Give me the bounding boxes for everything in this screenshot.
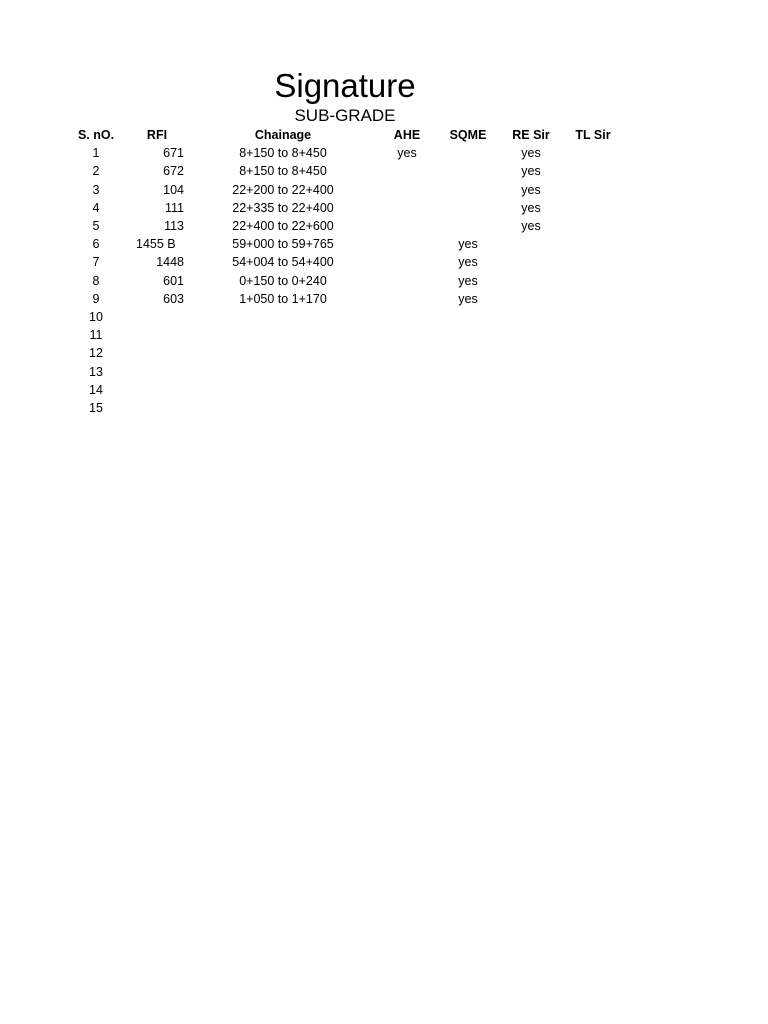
cell-tl-sir (562, 308, 624, 326)
cell-chainage (188, 326, 378, 344)
column-header-sno: S. nO. (77, 128, 115, 142)
cell-tl-sir (562, 363, 624, 381)
cell-sno: 4 (92, 200, 100, 215)
cell-sno: 1 (92, 146, 100, 161)
cell-chainage: 0+150 to 0+240 (239, 273, 327, 288)
cell-chainage: 54+004 to 54+400 (232, 255, 334, 270)
cell-rfi (126, 326, 188, 344)
cell-sqme: yes (458, 255, 478, 270)
cell-re-sir (500, 363, 562, 381)
cell-chainage: 59+000 to 59+765 (232, 237, 334, 252)
cell-sno: 7 (92, 255, 100, 270)
column-header-rfi: RFI (146, 128, 168, 142)
table-row (66, 217, 624, 235)
table-row (66, 344, 624, 362)
cell-rfi: 603 (163, 291, 184, 306)
cell-rfi: 1448 (156, 255, 184, 270)
cell-sqme (436, 399, 500, 417)
table-row (66, 326, 624, 344)
cell-sno: 10 (89, 310, 103, 325)
cell-sno: 14 (89, 382, 103, 397)
cell-tl-sir (562, 217, 624, 235)
cell-ahe (378, 162, 436, 180)
cell-chainage: 22+335 to 22+400 (232, 200, 334, 215)
cell-rfi (126, 381, 188, 399)
table-row (66, 199, 624, 217)
cell-sno: 15 (89, 401, 103, 416)
table-row (66, 363, 624, 381)
cell-sqme (436, 344, 500, 362)
cell-ahe (378, 344, 436, 362)
table-row (66, 399, 624, 417)
cell-tl-sir (562, 253, 624, 271)
cell-rfi: 671 (163, 146, 184, 161)
cell-sqme (436, 162, 500, 180)
cell-sno: 6 (92, 237, 100, 252)
cell-rfi (126, 399, 188, 417)
cell-chainage: 22+400 to 22+600 (232, 219, 334, 234)
cell-re-sir (500, 308, 562, 326)
cell-ahe (378, 235, 436, 253)
signature-table (66, 126, 624, 417)
cell-rfi (126, 308, 188, 326)
cell-tl-sir (562, 199, 624, 217)
cell-tl-sir (562, 290, 624, 308)
cell-chainage: 8+150 to 8+450 (239, 146, 327, 161)
column-header-ahe: AHE (393, 128, 421, 142)
cell-re-sir (500, 381, 562, 399)
cell-tl-sir (562, 381, 624, 399)
cell-sno: 13 (89, 364, 103, 379)
cell-ahe (378, 290, 436, 308)
cell-chainage: 22+200 to 22+400 (232, 182, 334, 197)
table-row (66, 290, 624, 308)
cell-sqme (436, 217, 500, 235)
cell-re-sir (500, 272, 562, 290)
table-row (66, 381, 624, 399)
table-row (66, 144, 624, 162)
cell-sqme: yes (458, 291, 478, 306)
cell-re-sir: yes (521, 200, 541, 215)
cell-re-sir (500, 344, 562, 362)
cell-tl-sir (562, 162, 624, 180)
cell-sqme (436, 308, 500, 326)
table-row (66, 162, 624, 180)
cell-sno: 5 (92, 219, 100, 234)
cell-re-sir (500, 399, 562, 417)
cell-ahe (378, 199, 436, 217)
cell-sqme (436, 363, 500, 381)
cell-re-sir (500, 253, 562, 271)
cell-chainage (188, 381, 378, 399)
cell-rfi: 601 (163, 273, 184, 288)
cell-re-sir (500, 290, 562, 308)
cell-ahe (378, 399, 436, 417)
column-header-re-sir: RE Sir (512, 128, 550, 142)
cell-sno: 9 (92, 291, 100, 306)
cell-sqme (436, 326, 500, 344)
table-header (66, 126, 624, 144)
table-row (66, 253, 624, 271)
cell-ahe (378, 381, 436, 399)
cell-chainage: 8+150 to 8+450 (239, 164, 327, 179)
cell-ahe (378, 181, 436, 199)
cell-tl-sir (562, 181, 624, 199)
cell-tl-sir (562, 235, 624, 253)
cell-sno: 2 (92, 164, 100, 179)
cell-ahe (378, 326, 436, 344)
cell-tl-sir (562, 399, 624, 417)
cell-chainage (188, 344, 378, 362)
cell-rfi: 1455 B (136, 237, 176, 252)
cell-tl-sir (562, 326, 624, 344)
cell-ahe (378, 308, 436, 326)
cell-sno: 11 (89, 328, 103, 343)
cell-sqme: yes (458, 237, 478, 252)
column-header-sqme: SQME (449, 128, 487, 142)
column-header-tl-sir: TL Sir (575, 128, 611, 142)
cell-re-sir: yes (521, 146, 541, 161)
cell-re-sir (500, 235, 562, 253)
cell-rfi: 113 (164, 219, 184, 234)
cell-chainage (188, 363, 378, 381)
cell-sqme (436, 381, 500, 399)
cell-ahe (378, 363, 436, 381)
cell-rfi (126, 344, 188, 362)
cell-ahe (378, 253, 436, 271)
cell-re-sir (500, 326, 562, 344)
table-row (66, 235, 624, 253)
table-row (66, 308, 624, 326)
cell-tl-sir (562, 144, 624, 162)
column-header-chainage: Chainage (254, 128, 312, 142)
cell-sqme (436, 181, 500, 199)
cell-sno: 3 (92, 182, 100, 197)
header-row (66, 126, 624, 144)
table-row (66, 181, 624, 199)
cell-sqme (436, 199, 500, 217)
cell-sno: 8 (92, 273, 100, 288)
cell-ahe (378, 217, 436, 235)
cell-chainage (188, 399, 378, 417)
cell-re-sir: yes (521, 219, 541, 234)
cell-tl-sir (562, 344, 624, 362)
cell-rfi (126, 363, 188, 381)
cell-sqme (436, 144, 500, 162)
cell-re-sir: yes (521, 164, 541, 179)
table-body (66, 144, 624, 417)
cell-rfi: 104 (163, 182, 184, 197)
cell-re-sir: yes (521, 182, 541, 197)
cell-chainage: 1+050 to 1+170 (239, 291, 327, 306)
cell-sqme: yes (458, 273, 478, 288)
page-title: Signature (274, 67, 416, 104)
cell-rfi: 111 (164, 200, 184, 215)
cell-rfi: 672 (163, 164, 184, 179)
page-subtitle: SUB-GRADE (294, 106, 396, 125)
cell-chainage (188, 308, 378, 326)
cell-ahe (378, 272, 436, 290)
cell-ahe: yes (397, 146, 417, 161)
table-row (66, 272, 624, 290)
cell-tl-sir (562, 272, 624, 290)
cell-sno: 12 (89, 346, 103, 361)
